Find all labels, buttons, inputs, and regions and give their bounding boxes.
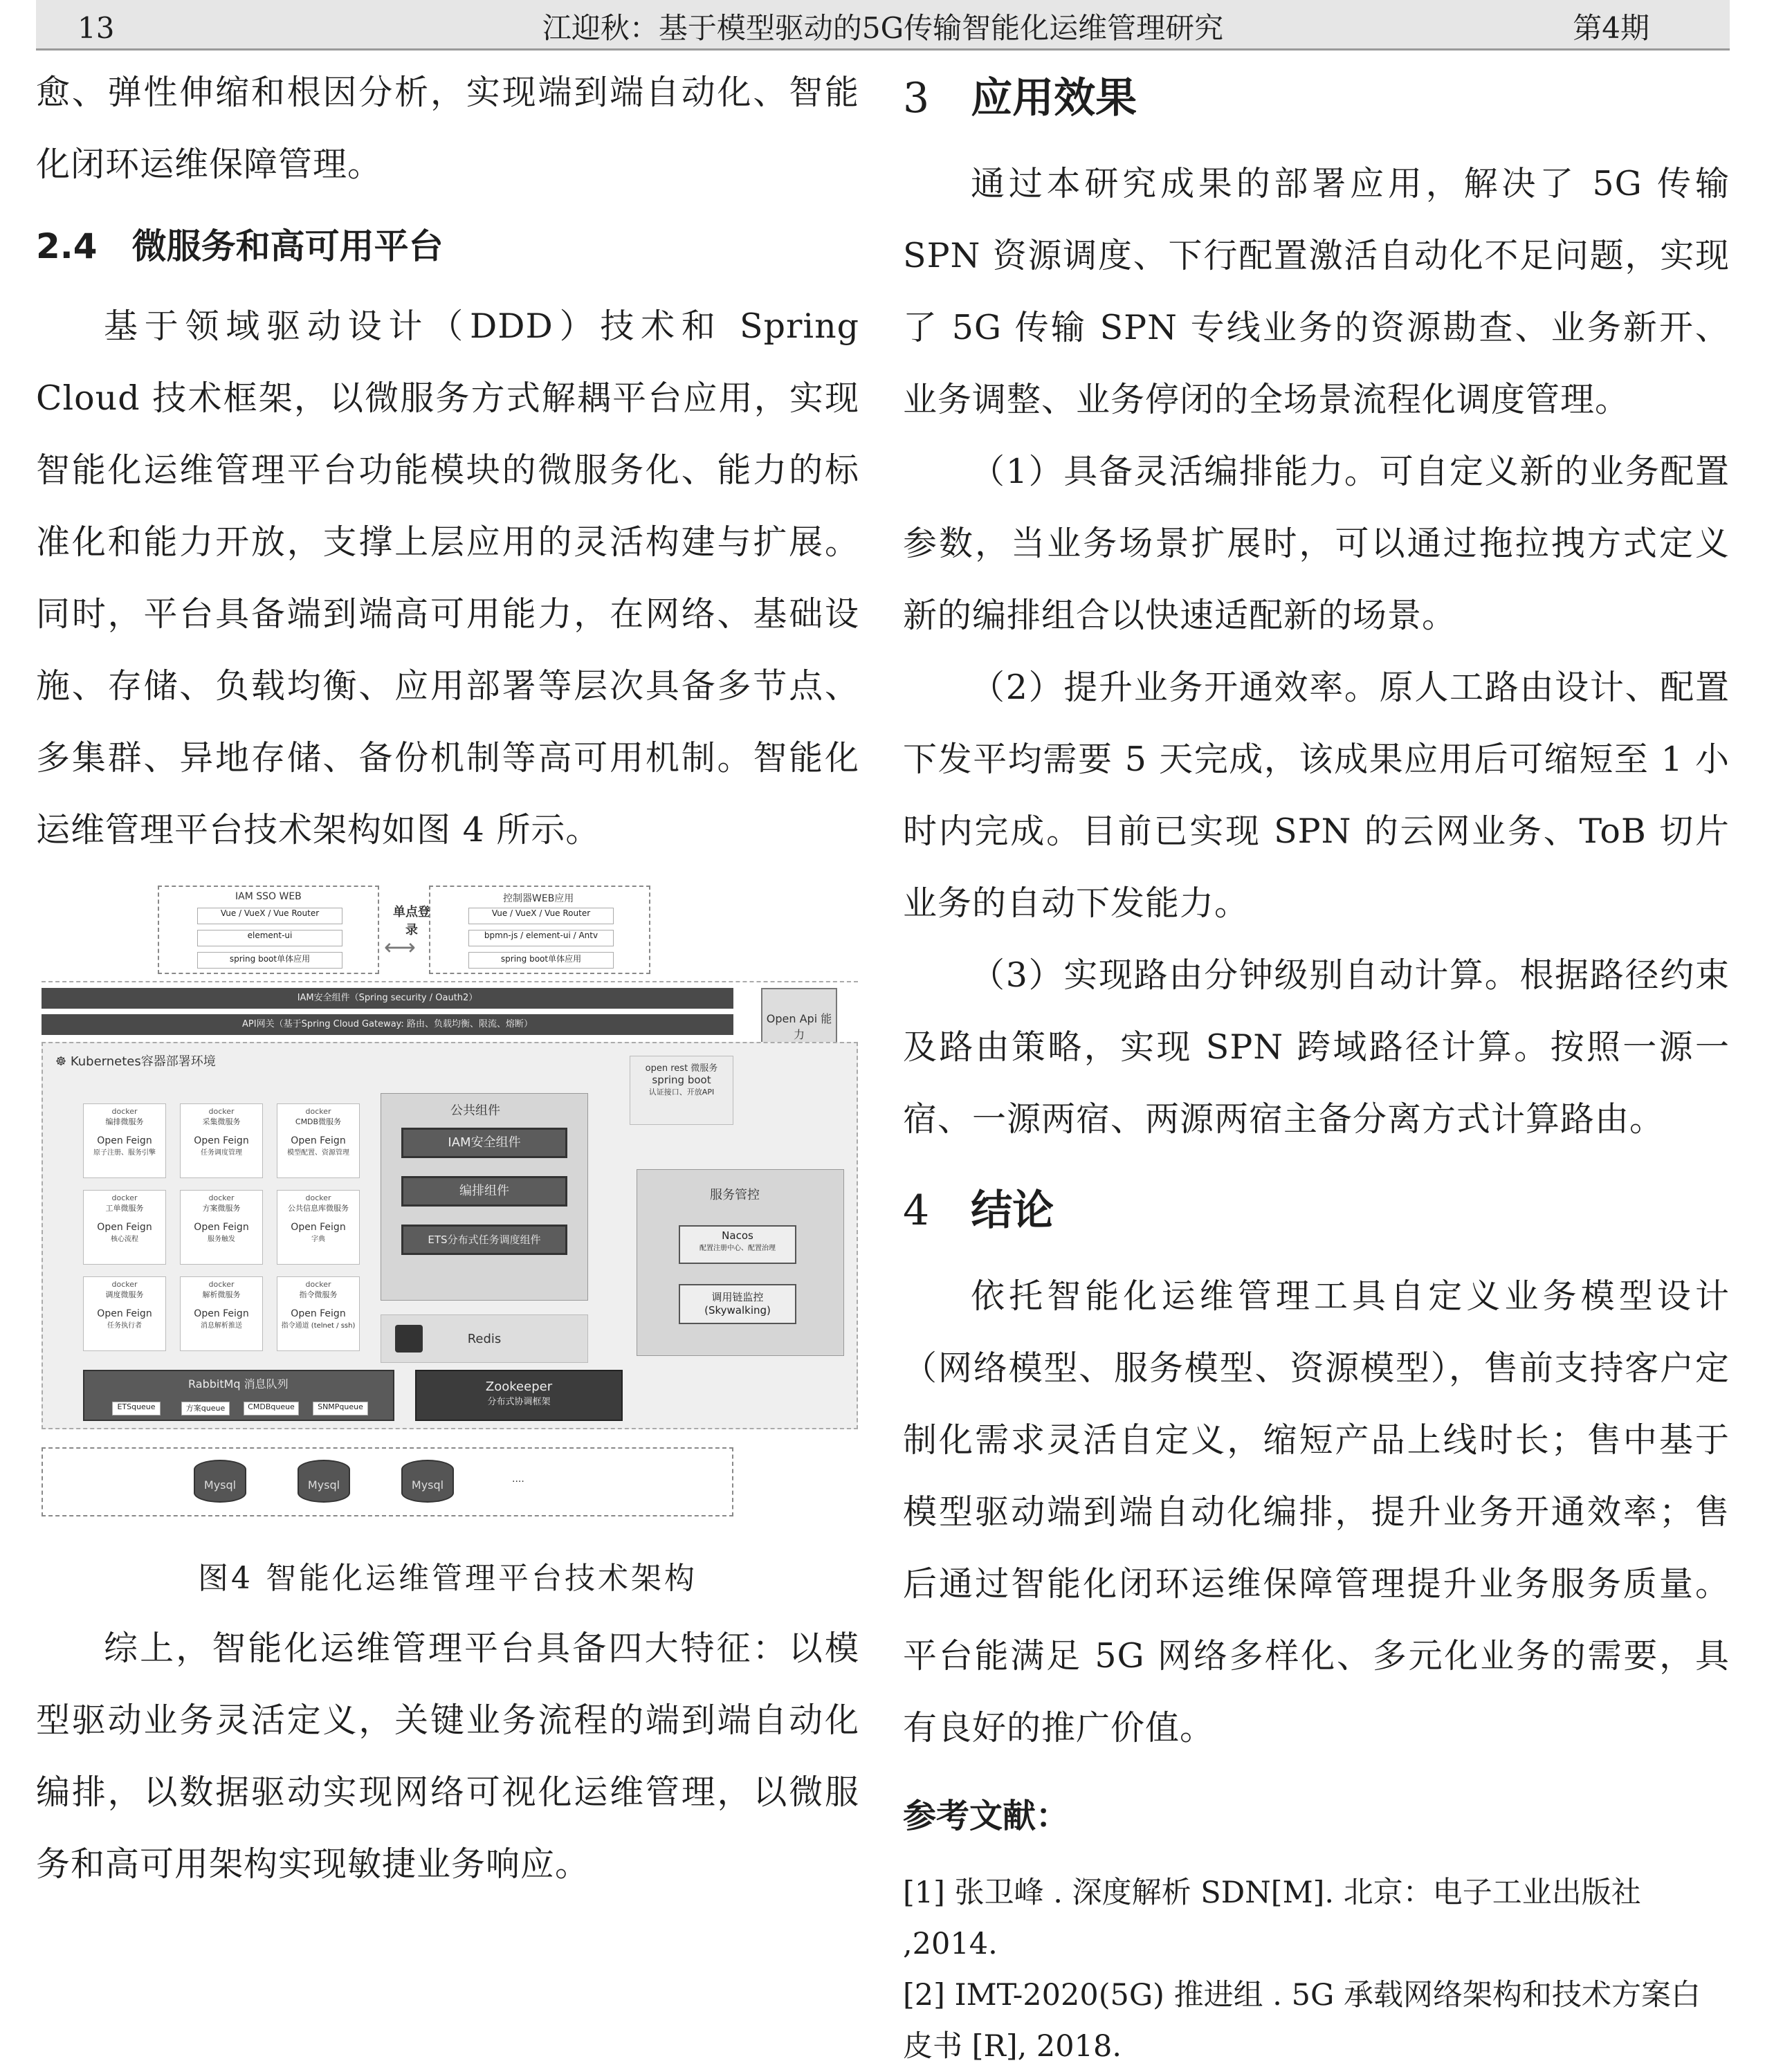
queue-chip: 方案queue: [181, 1402, 230, 1415]
skywalking-box: 调用链监控 (Skywalking): [679, 1284, 796, 1324]
orchestration-component: 编排组件: [401, 1176, 567, 1207]
paragraph-3-2: （2）提升业务开通效率。原人工路由设计、配置下发平均需要 5 天完成，该成果应用后可缩短至 1 小时内完成。目前已实现 SPN 的云网业务、ToB 切片业务的自动下发能力。: [903, 668, 1730, 923]
open-rest-spring: spring boot: [652, 1074, 711, 1086]
iam-sso-item: Vue / VueX / Vue Router: [197, 908, 342, 924]
feign-label: Open Feign: [194, 1135, 249, 1146]
paragraph-summary: 综上，智能化运维管理平台具备四大特征：以模型驱动业务灵活定义，关键业务流程的端到端自动化编排，以数据驱动实现网络可视化运维管理，以微服务和高可用架构实现敏捷业务响应。: [36, 1629, 859, 1884]
iam-sso-item: element-ui: [197, 930, 342, 946]
kubernetes-icon: ☸: [55, 1054, 71, 1069]
common-title: 公共组件: [450, 1103, 500, 1118]
iam-component: IAM安全组件: [401, 1128, 567, 1158]
db-ellipsis: ....: [512, 1474, 524, 1485]
service-desc: 字典: [311, 1236, 325, 1243]
references-heading: 参考文献：: [903, 1797, 1070, 1835]
service-name: 采集微服务: [202, 1117, 241, 1126]
service-desc: 原子注册、服务引擎: [93, 1149, 156, 1157]
microservice-card: [83, 1103, 166, 1178]
ctrl-web-item: bpmn-js / element-ui / Antv: [468, 930, 614, 946]
sso-label: 单点登录: [393, 905, 430, 937]
api-gateway-bar: API网关（基于Spring Cloud Gateway: 路由、负载均衡、限流、熔断）: [42, 1014, 733, 1035]
mq-title: RabbitMq 消息队列: [188, 1377, 289, 1391]
queue-chip: ETSqueue: [112, 1402, 161, 1415]
service-desc: 消息解析推送: [201, 1322, 242, 1330]
service-name: 调度微服务: [105, 1290, 144, 1299]
figure-caption: 图4 智能化运维管理平台技术架构: [198, 1561, 697, 1596]
service-desc: 任务执行者: [107, 1322, 142, 1330]
docker-icon: docker: [111, 1280, 138, 1289]
service-name: CMDB微服务: [295, 1117, 342, 1126]
right-column: [903, 57, 1730, 2072]
divider-line: [42, 981, 858, 982]
paragraph-3-3: （3）实现路由分钟级别自动计算。根据路径约束及路由策略，实现 SPN 跨域路径计算。按照一源一宿、一源两宿、两源两宿主备分离方式计算路由。: [903, 955, 1730, 1139]
ets-component: ETS分布式任务调度组件: [401, 1225, 567, 1255]
feign-label: Open Feign: [97, 1222, 152, 1233]
controller-web-box: [429, 886, 650, 974]
section-4-title: 结论: [971, 1186, 1054, 1235]
service-name: 解析微服务: [202, 1290, 241, 1299]
service-governance-box: [637, 1169, 844, 1356]
rabbitmq-box: [83, 1370, 394, 1421]
mysql-db: Mysql: [401, 1460, 454, 1503]
docker-icon: docker: [111, 1193, 138, 1202]
section-3-heading: [903, 57, 1730, 140]
nacos-desc: 配置注册中心、配置治理: [699, 1245, 776, 1252]
microservice-card: [277, 1190, 360, 1265]
page-number: 13: [77, 11, 115, 45]
mysql-db: Mysql: [194, 1460, 246, 1503]
redis-box: [381, 1314, 588, 1363]
ctrl-web-item: spring boot单体应用: [468, 952, 614, 969]
zookeeper-box: [415, 1370, 623, 1421]
microservice-card: [83, 1276, 166, 1351]
left-column-bottom: [36, 1553, 859, 1900]
feign-label: Open Feign: [194, 1308, 249, 1319]
service-name: 公共信息库微服务: [288, 1204, 349, 1213]
service-name: 方案微服务: [202, 1204, 241, 1213]
service-desc: 模型配置、资源管理: [287, 1149, 349, 1157]
zk-title: Zookeeper: [485, 1379, 553, 1394]
service-desc: 核心流程: [111, 1236, 138, 1243]
left-column: [36, 57, 859, 866]
nacos-label: Nacos: [722, 1229, 753, 1242]
docker-icon: docker: [305, 1107, 331, 1116]
running-header: [36, 0, 1730, 51]
iam-sso-title: IAM SSO WEB: [235, 891, 302, 902]
running-title: 江迎秋：基于模型驱动的5G传输智能化运维管理研究: [542, 11, 1224, 45]
issue-number: 第4期: [1573, 11, 1649, 45]
paragraph-3-1: （1）具备灵活编排能力。可自定义新的业务配置参数，当业务场景扩展时，可以通过拖拉拽方式定义新的编排组合以快速适配新的场景。: [903, 452, 1730, 635]
feign-label: Open Feign: [291, 1135, 346, 1146]
service-name: 指令微服务: [299, 1290, 338, 1299]
service-desc: 服务触发: [208, 1236, 235, 1243]
docker-icon: docker: [208, 1193, 235, 1202]
zk-desc: 分布式协调框架: [487, 1397, 551, 1407]
microservice-card: [180, 1190, 263, 1265]
microservice-card: [277, 1276, 360, 1351]
nacos-box: [679, 1225, 796, 1264]
feign-label: Open Feign: [291, 1222, 346, 1233]
reference-1: [1] 张卫峰 . 深度解析 SDN[M]. 北京：电子工业出版社 ,2014.: [903, 1876, 1641, 1961]
k8s-label: [55, 1052, 216, 1070]
ctrl-web-title: 控制器WEB应用: [503, 893, 574, 904]
reference-2: [2] IMT-2020(5G) 推进组 . 5G 承载网络架构和技术方案白皮书 [R], 2018.: [903, 1978, 1701, 2064]
database-area: [42, 1447, 733, 1516]
docker-icon: docker: [111, 1107, 138, 1116]
open-rest-desc: 认证接口、开放API: [648, 1088, 715, 1097]
paragraph-top: 愈、弹性伸缩和根因分析，实现端到端自动化、智能化闭环运维保障管理。: [36, 73, 859, 184]
section-2-4-heading: 2.4 微服务和高可用平台: [36, 226, 443, 266]
feign-label: Open Feign: [97, 1308, 152, 1319]
ctrl-web-item: Vue / VueX / Vue Router: [468, 908, 614, 924]
docker-icon: docker: [305, 1193, 331, 1202]
queue-chip: CMDBqueue: [244, 1402, 299, 1415]
docker-icon: docker: [305, 1280, 331, 1289]
microservice-card: [277, 1103, 360, 1178]
iam-security-bar: IAM安全组件（Spring security / Oauth2）: [42, 988, 733, 1009]
docker-icon: docker: [208, 1107, 235, 1116]
section-3-number: 3: [903, 74, 930, 122]
iam-sso-item: spring boot单体应用: [197, 952, 342, 969]
open-api-box: Open Api 能力: [761, 988, 837, 1057]
mysql-db: Mysql: [298, 1460, 350, 1503]
service-desc: 指令通道 (telnet / ssh): [281, 1322, 356, 1330]
iam-sso-web-box: [158, 886, 379, 974]
section-4-heading: [903, 1169, 1730, 1252]
open-rest-box: [630, 1056, 733, 1125]
docker-icon: docker: [208, 1280, 235, 1289]
open-rest-title: open rest 微服务: [645, 1063, 718, 1074]
gov-title: 服务管控: [710, 1188, 760, 1202]
architecture-figure: [42, 886, 858, 1529]
paragraph-2-4: 基于领域驱动设计（DDD）技术和 Spring Cloud 技术框架，以微服务方式解耦平台应用，实现智能化运维管理平台功能模块的微服务化、能力的标准化和能力开放，支撑上层应用的灵活构建与扩展。同时，平台具备端到端高可用能力，在网络、基础设施、存储、负载均衡、应用部署等层次具备多节点、多集群、异地存储、备份机制等高可用机制。智能化运维管理平台技术架构如图 4 所示。: [36, 306, 859, 850]
feign-label: Open Feign: [291, 1308, 346, 1319]
service-name: 工单微服务: [105, 1204, 144, 1213]
microservice-card: [83, 1190, 166, 1265]
service-desc: 任务调度管理: [201, 1149, 242, 1157]
feign-label: Open Feign: [194, 1222, 249, 1233]
queue-chip: SNMPqueue: [313, 1402, 368, 1415]
paragraph-3: 通过本研究成果的部署应用，解决了 5G 传输 SPN 资源调度、下行配置激活自动化不足问题，实现了 5G 传输 SPN 专线业务的资源勘查、业务新开、业务调整、业务停闭的全场景流程化调度管理。: [903, 164, 1730, 419]
sso-arrow: ⟷: [384, 934, 416, 960]
microservice-card: [180, 1276, 263, 1351]
service-name: 编排微服务: [105, 1117, 144, 1126]
microservice-card: [180, 1103, 263, 1178]
section-4-number: 4: [903, 1186, 930, 1235]
redis-icon: [395, 1325, 423, 1353]
feign-label: Open Feign: [97, 1135, 152, 1146]
redis-label: Redis: [467, 1332, 502, 1346]
paragraph-4: 依托智能化运维管理工具自定义业务模型设计（网络模型、服务模型、资源模型），售前支持客户定制化需求灵活自定义，缩短产品上线时长；售中基于模型驱动端到端自动化编排，提升业务开通效率；售后通过智能化闭环运维保障管理提升业务服务质量。平台能满足 5G 网络多样化、多元化业务的需要，具有良好的推广价值。: [903, 1276, 1730, 1748]
k8s-text: Kubernetes容器部署环境: [70, 1054, 216, 1069]
section-3-title: 应用效果: [971, 74, 1137, 122]
